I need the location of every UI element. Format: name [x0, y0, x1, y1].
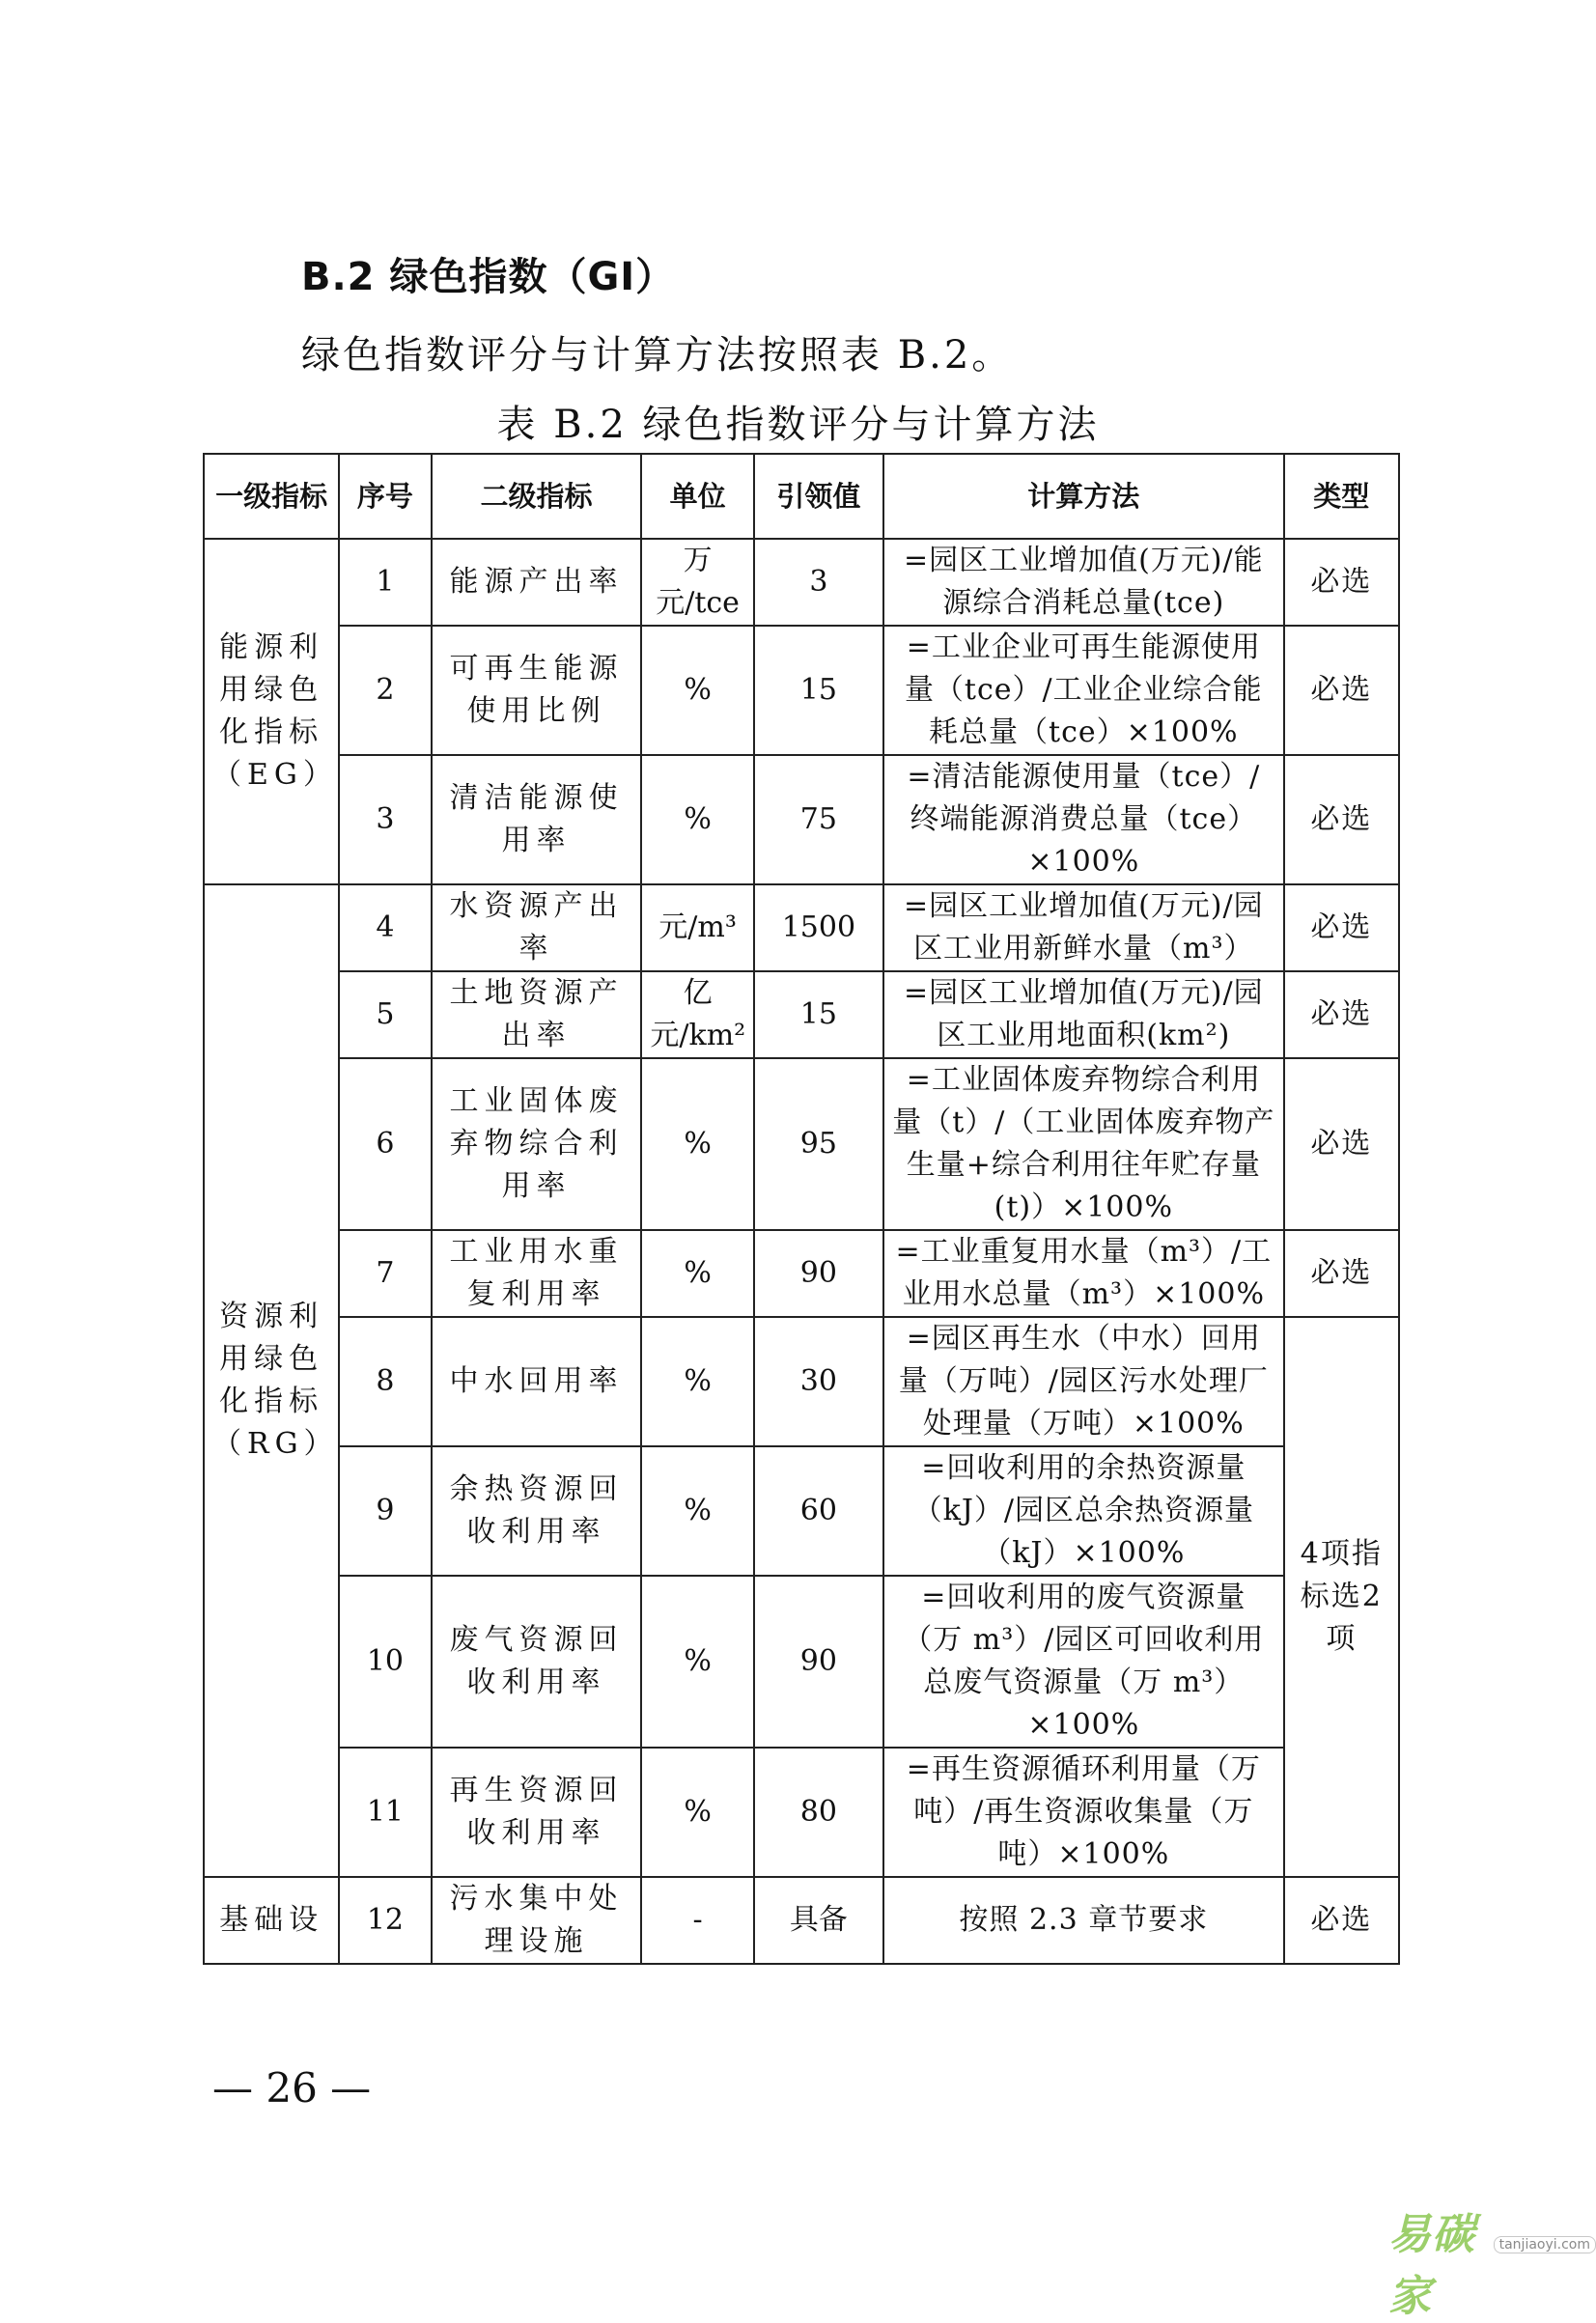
table-row — [204, 755, 1399, 884]
type-cell: 必选 — [1284, 971, 1399, 1058]
indicator-name: 工业用水重复利用率 — [432, 1230, 642, 1317]
target-value: 15 — [754, 626, 883, 755]
type-cell: 必选 — [1284, 884, 1399, 971]
table-row — [204, 626, 1399, 755]
header-level1: 一级指标 — [204, 454, 339, 539]
group-energy: 能源利用绿色化指标（EG） — [204, 539, 339, 884]
target-value: 95 — [754, 1058, 883, 1230]
table-row — [204, 971, 1399, 1058]
row-number: 9 — [339, 1446, 431, 1576]
indicator-name: 土地资源产出率 — [432, 971, 642, 1058]
header-target: 引领值 — [754, 454, 883, 539]
row-number: 11 — [339, 1748, 431, 1877]
target-value: 60 — [754, 1446, 883, 1576]
target-value: 1500 — [754, 884, 883, 971]
type-cell-choice: 4项指标选2项 — [1284, 1317, 1399, 1877]
unit-cell: % — [641, 1230, 753, 1317]
calc-method: =清洁能源使用量（tce）/终端能源消费总量（tce）×100% — [883, 755, 1284, 884]
row-number: 6 — [339, 1058, 431, 1230]
row-number: 10 — [339, 1576, 431, 1748]
table-caption: 表 B.2 绿色指数评分与计算方法 — [496, 403, 1100, 447]
calc-method: =再生资源循环利用量（万吨）/再生资源收集量（万吨）×100% — [883, 1748, 1284, 1877]
calc-method: =工业固体废弃物综合利用量（t）/（工业固体废弃物产生量+综合利用往年贮存量(t)）×100% — [883, 1058, 1284, 1230]
unit-cell: % — [641, 1317, 753, 1446]
indicator-name: 余热资源回收利用率 — [432, 1446, 642, 1576]
calc-method: =园区工业增加值(万元)/园区工业用地面积(km²) — [883, 971, 1284, 1058]
calc-method: 按照 2.3 章节要求 — [883, 1877, 1284, 1964]
indicator-name: 可再生能源使用比例 — [432, 626, 642, 755]
table-row — [204, 1446, 1399, 1576]
calc-method: =回收利用的废气资源量（万 m³）/园区可回收利用总废气资源量（万 m³）×100% — [883, 1576, 1284, 1748]
table-row — [204, 1317, 1399, 1446]
group-infrastructure: 基础设 — [204, 1877, 339, 1964]
watermark-text: 易碳家 — [1388, 2210, 1475, 2321]
unit-cell: % — [641, 1058, 753, 1230]
unit-cell: - — [641, 1877, 753, 1964]
indicator-name: 水资源产出率 — [432, 884, 642, 971]
row-number: 2 — [339, 626, 431, 755]
table-row — [204, 539, 1399, 626]
indicator-name: 污水集中处理设施 — [432, 1877, 642, 1964]
watermark-domain: tanjiaoyi.com — [1494, 2236, 1596, 2253]
target-value: 90 — [754, 1230, 883, 1317]
indicator-name: 再生资源回收利用率 — [432, 1748, 642, 1877]
unit-cell: 万元/tce — [641, 539, 753, 626]
row-number: 5 — [339, 971, 431, 1058]
target-value: 80 — [754, 1748, 883, 1877]
header-unit: 单位 — [641, 454, 753, 539]
target-value: 具备 — [754, 1877, 883, 1964]
calc-method: =园区再生水（中水）回用量（万吨）/园区污水处理厂处理量（万吨）×100% — [883, 1317, 1284, 1446]
watermark-logo — [1388, 2199, 1596, 2323]
target-value: 90 — [754, 1576, 883, 1748]
row-number: 3 — [339, 755, 431, 884]
table-row — [204, 1230, 1399, 1317]
intro-paragraph: 绿色指数评分与计算方法按照表 B.2。 — [301, 333, 1014, 378]
indicator-name: 能源产出率 — [432, 539, 642, 626]
header-type: 类型 — [1284, 454, 1399, 539]
target-value: 3 — [754, 539, 883, 626]
calc-method: =园区工业增加值(万元)/能源综合消耗总量(tce) — [883, 539, 1284, 626]
group-resource: 资源利用绿色化指标（RG） — [204, 884, 339, 1877]
indicator-name: 清洁能源使用率 — [432, 755, 642, 884]
table-header-row — [204, 454, 1399, 539]
row-number: 1 — [339, 539, 431, 626]
indicator-name: 废气资源回收利用率 — [432, 1576, 642, 1748]
row-number: 4 — [339, 884, 431, 971]
header-number: 序号 — [339, 454, 431, 539]
calc-method: =工业重复用水量（m³）/工业用水总量（m³）×100% — [883, 1230, 1284, 1317]
unit-cell: % — [641, 755, 753, 884]
table-row — [204, 1058, 1399, 1230]
green-index-table — [203, 453, 1400, 1965]
indicator-name: 工业固体废弃物综合利用率 — [432, 1058, 642, 1230]
type-cell: 必选 — [1284, 539, 1399, 626]
header-level2: 二级指标 — [432, 454, 642, 539]
type-cell: 必选 — [1284, 1877, 1399, 1964]
table-row — [204, 1576, 1399, 1748]
page-number: — 26 — — [212, 2064, 372, 2112]
unit-cell: 元/m³ — [641, 884, 753, 971]
table-row — [204, 1877, 1399, 1964]
target-value: 75 — [754, 755, 883, 884]
header-method: 计算方法 — [883, 454, 1284, 539]
unit-cell: 亿元/km² — [641, 971, 753, 1058]
type-cell: 必选 — [1284, 626, 1399, 755]
type-cell: 必选 — [1284, 755, 1399, 884]
target-value: 15 — [754, 971, 883, 1058]
unit-cell: % — [641, 1576, 753, 1748]
type-cell: 必选 — [1284, 1058, 1399, 1230]
row-number: 8 — [339, 1317, 431, 1446]
unit-cell: % — [641, 1446, 753, 1576]
calc-method: =园区工业增加值(万元)/园区工业用新鲜水量（m³） — [883, 884, 1284, 971]
type-cell: 必选 — [1284, 1230, 1399, 1317]
target-value: 30 — [754, 1317, 883, 1446]
section-heading: B.2 绿色指数（GI） — [301, 255, 676, 299]
unit-cell: % — [641, 626, 753, 755]
unit-cell: % — [641, 1748, 753, 1877]
indicator-name: 中水回用率 — [432, 1317, 642, 1446]
row-number: 7 — [339, 1230, 431, 1317]
row-number: 12 — [339, 1877, 431, 1964]
table-row — [204, 1748, 1399, 1877]
table-row — [204, 884, 1399, 971]
calc-method: =工业企业可再生能源使用量（tce）/工业企业综合能耗总量（tce）×100% — [883, 626, 1284, 755]
calc-method: =回收利用的余热资源量（kJ）/园区总余热资源量（kJ）×100% — [883, 1446, 1284, 1576]
